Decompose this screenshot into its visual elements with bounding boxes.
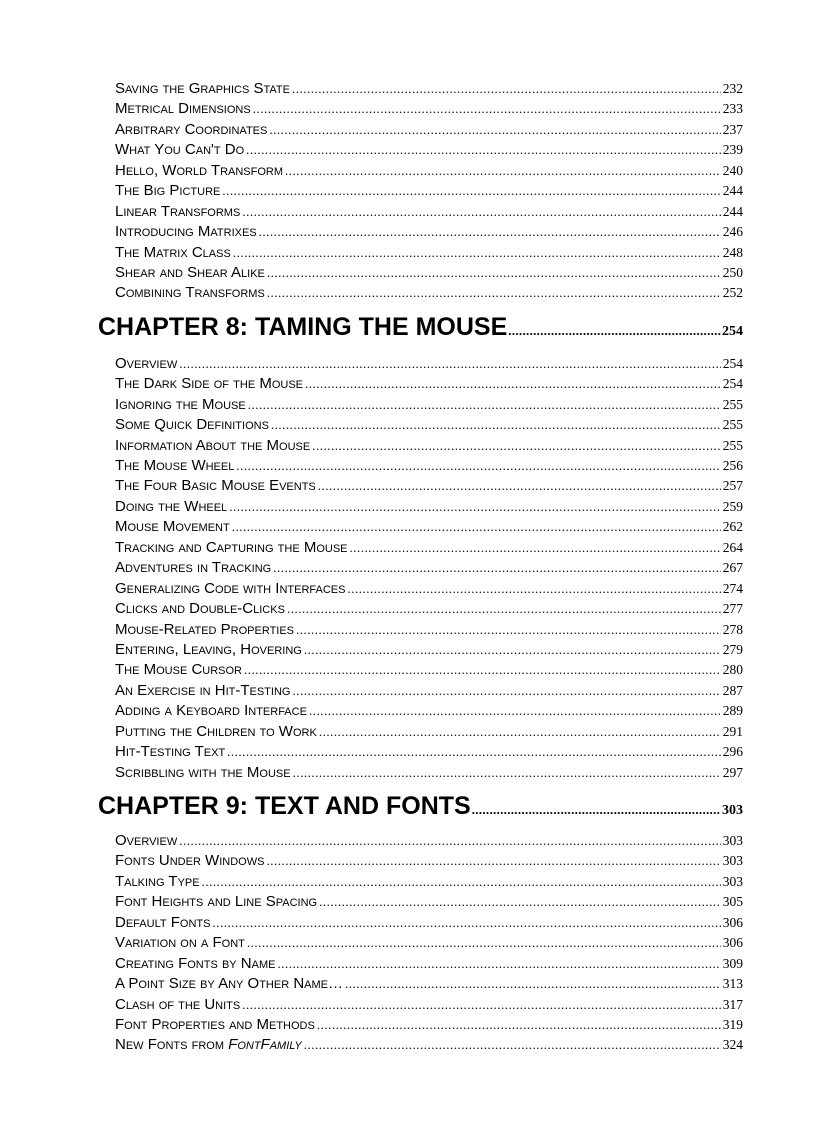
toc-entry-page-number: 257 (722, 478, 743, 494)
toc-entry-title: Clicks and Double-Clicks (115, 600, 285, 618)
toc-entry-page-number: 233 (722, 101, 743, 117)
toc-entry-title: Font Heights and Line Spacing (115, 893, 318, 911)
toc-entry-page-number: 313 (722, 976, 743, 992)
dot-leader (233, 243, 721, 263)
toc-entry[interactable] (115, 476, 743, 496)
toc-entry[interactable] (115, 354, 743, 374)
toc-entry-page-number: 324 (722, 1037, 743, 1053)
dot-leader (345, 974, 721, 994)
toc-entry-page-number: 254 (722, 376, 743, 392)
toc-entry[interactable] (115, 1035, 743, 1055)
dot-leader (269, 120, 720, 140)
dot-leader (242, 202, 720, 222)
dot-leader (304, 640, 721, 660)
dot-leader (305, 374, 721, 394)
toc-entry-page-number: 289 (722, 703, 743, 719)
toc-entry-title: Overview (115, 832, 178, 849)
toc-entry-page-number: 279 (722, 641, 743, 657)
dot-leader (236, 456, 720, 476)
toc-entry-title: The Matrix Class (115, 243, 231, 261)
toc-entry[interactable] (115, 456, 743, 476)
toc-entry[interactable] (115, 140, 743, 160)
toc-entry-title: Generalizing Code with Interfaces (115, 579, 346, 597)
toc-entry[interactable] (115, 954, 743, 974)
dot-leader (266, 851, 720, 871)
toc-entry[interactable] (115, 660, 743, 680)
toc-entry-title: Adventures in Tracking (115, 559, 272, 577)
chapter-title: CHAPTER 9: TEXT AND FONTS (98, 792, 471, 820)
toc-entry[interactable] (115, 120, 743, 140)
toc-entry-page-number: 259 (722, 498, 743, 514)
toc-entry-title: What You Can't Do (115, 141, 245, 159)
toc-entry-title: Talking Type (115, 872, 200, 890)
toc-chapter-heading[interactable] (98, 783, 743, 831)
toc-entry[interactable] (115, 161, 743, 181)
toc-entry-page-number: 255 (722, 396, 743, 412)
dot-leader (347, 579, 720, 599)
toc-entry[interactable] (115, 620, 743, 640)
toc-entry-title: Some Quick Definitions (115, 416, 269, 434)
toc-entry-title: A Point Size by Any Other Name… (115, 975, 343, 993)
toc-entry-page-number: 244 (722, 183, 743, 199)
toc-entry-title: Tracking and Capturing the Mouse (115, 538, 348, 556)
toc-entry-page-number: 252 (722, 285, 743, 301)
toc-entry-page-number: 256 (722, 458, 743, 473)
dot-leader (273, 558, 721, 578)
toc-entry-page-number: 264 (722, 539, 743, 555)
toc-entry-page-number: 317 (722, 996, 743, 1012)
dot-leader (319, 722, 721, 742)
toc-entry[interactable] (115, 763, 743, 783)
dot-leader (277, 954, 720, 974)
toc-entry-title: Font Properties and Methods (115, 1015, 315, 1033)
chapter-page-number: 303 (722, 803, 743, 818)
toc-entry-title: The Dark Side of the Mouse (115, 375, 304, 393)
toc-entry[interactable] (115, 872, 743, 892)
dot-leader (304, 1035, 721, 1055)
toc-entry-page-number: 296 (722, 744, 743, 760)
toc-section-chapter-8 (0, 354, 816, 783)
toc-entry-page-number: 305 (722, 894, 743, 910)
toc-entry-title: Doing the Wheel (115, 497, 228, 515)
toc-entry[interactable] (115, 538, 743, 558)
toc-entry[interactable] (115, 640, 743, 660)
table-of-contents (0, 79, 816, 1056)
toc-entry[interactable] (115, 263, 743, 283)
toc-entry-title: Combining Transforms (115, 284, 265, 302)
chapter-page-number: 254 (722, 323, 743, 339)
toc-entry-page-number: 287 (722, 682, 743, 698)
toc-entry-title: An Exercise in Hit-Testing (115, 681, 291, 699)
toc-entry[interactable] (115, 913, 743, 933)
toc-entry-title: Creating Fonts by Name (115, 954, 276, 972)
toc-entry-page-number: 278 (722, 621, 743, 637)
dot-leader (212, 913, 720, 933)
dot-leader (472, 793, 721, 827)
toc-entry[interactable] (115, 851, 743, 871)
toc-entry-title: Fonts Under Windows (115, 852, 265, 870)
toc-entry-page-number: 262 (722, 519, 743, 535)
toc-entry-page-number: 267 (722, 560, 743, 576)
toc-entry[interactable] (115, 222, 743, 242)
toc-entry-title: Hello, World Transform (115, 161, 284, 179)
toc-entry-title: Arbitrary Coordinates (115, 120, 268, 138)
toc-entry[interactable] (115, 415, 743, 435)
toc-entry[interactable] (115, 497, 743, 517)
toc-section-chapter-9 (0, 831, 816, 1056)
dot-leader (179, 831, 721, 851)
toc-entry[interactable] (115, 558, 743, 578)
dot-leader (285, 161, 721, 181)
dot-leader (242, 995, 721, 1015)
toc-entry-title: New Fonts from FontFamily (115, 1036, 302, 1054)
toc-entry[interactable] (115, 436, 743, 456)
toc-entry[interactable] (115, 517, 743, 537)
toc-entry-page-number: 254 (722, 355, 743, 371)
dot-leader (287, 599, 721, 619)
toc-entry-page-number: 291 (722, 723, 743, 739)
toc-entry[interactable] (115, 79, 743, 99)
toc-entry[interactable] (115, 974, 743, 994)
toc-entry[interactable] (115, 681, 743, 701)
toc-entry-title: The Mouse Cursor (115, 661, 243, 679)
toc-entry-title: Hit-Testing Text (115, 743, 226, 761)
toc-entry-title: Information About the Mouse (115, 436, 311, 454)
toc-entry-page-number: 248 (722, 244, 743, 260)
toc-entry-title: Introducing Matrixes (115, 223, 257, 241)
toc-entry[interactable] (115, 202, 743, 222)
toc-entry-title: Putting the Children to Work (115, 722, 317, 740)
dot-leader (248, 395, 721, 415)
toc-entry-page-number: 274 (722, 580, 743, 596)
toc-entry-page-number: 232 (722, 81, 743, 96)
toc-entry-page-number: 280 (722, 662, 743, 678)
toc-entry-title: Scribbling with the Mouse (115, 763, 291, 781)
dot-leader (271, 415, 721, 435)
toc-entry-page-number: 309 (722, 955, 743, 971)
toc-entry-title: The Four Basic Mouse Events (115, 477, 316, 495)
toc-entry[interactable] (115, 701, 743, 721)
toc-entry-title: Mouse Movement (115, 518, 230, 536)
toc-entry-page-number: 277 (722, 601, 743, 617)
dot-leader (259, 222, 721, 242)
toc-entry[interactable] (115, 892, 743, 912)
toc-entry-title: The Big Picture (115, 182, 221, 200)
toc-entry[interactable] (115, 742, 743, 762)
toc-entry[interactable] (115, 395, 743, 415)
toc-entry[interactable] (115, 579, 743, 599)
dot-leader (312, 436, 721, 456)
toc-entry-title: Linear Transforms (115, 202, 241, 220)
toc-entry-title: Metrical Dimensions (115, 100, 251, 118)
toc-entry-page-number: 319 (722, 1016, 743, 1032)
dot-leader (296, 620, 721, 640)
dot-leader (227, 742, 721, 762)
toc-entry[interactable] (115, 1015, 743, 1035)
toc-entry-title: Mouse-Related Properties (115, 620, 295, 638)
dot-leader (229, 497, 721, 517)
toc-entry-page-number: 255 (722, 437, 743, 453)
toc-entry-title: Default Fonts (115, 913, 211, 931)
dot-leader (247, 933, 721, 953)
toc-entry-page-number: 255 (722, 417, 743, 433)
toc-entry[interactable] (115, 599, 743, 619)
dot-leader (267, 263, 721, 283)
dot-leader (293, 763, 721, 783)
dot-leader (317, 1015, 721, 1035)
dot-leader (222, 181, 720, 201)
toc-entry[interactable] (115, 99, 743, 119)
toc-entry-title: Overview (115, 354, 178, 372)
toc-entry[interactable] (115, 831, 743, 851)
dot-leader (232, 517, 721, 537)
toc-entry-page-number: 250 (722, 264, 743, 280)
toc-entry-page-number: 297 (722, 764, 743, 780)
dot-leader (319, 892, 721, 912)
toc-entry-page-number: 306 (722, 935, 743, 951)
dot-leader (246, 140, 721, 160)
toc-section-chapter-7-continued (0, 79, 816, 304)
toc-entry-page-number: 244 (722, 203, 743, 219)
toc-entry-page-number: 303 (722, 833, 743, 848)
dot-leader (292, 681, 720, 701)
toc-entry-page-number: 306 (722, 914, 743, 930)
dot-leader (508, 314, 721, 348)
toc-entry-title: Adding a Keyboard Interface (115, 702, 307, 720)
dot-leader (253, 99, 721, 119)
toc-entry-page-number: 303 (722, 873, 743, 889)
dot-leader (309, 701, 721, 721)
dot-leader (244, 660, 721, 680)
toc-entry-title: Variation on a Font (115, 934, 245, 952)
toc-entry-page-number: 240 (722, 162, 743, 178)
toc-entry[interactable] (115, 243, 743, 263)
toc-entry[interactable] (115, 933, 743, 953)
toc-entry-page-number: 246 (722, 224, 743, 240)
toc-entry-page-number: 237 (722, 121, 743, 137)
chapter-title: CHAPTER 8: TAMING THE MOUSE (98, 312, 508, 341)
toc-entry-title-italic: FontFamily (228, 1036, 302, 1054)
toc-entry[interactable] (115, 722, 743, 742)
toc-entry[interactable] (115, 374, 743, 394)
toc-entry-title: Ignoring the Mouse (115, 395, 246, 413)
toc-entry-title: Clash of the Units (115, 995, 241, 1013)
toc-entry[interactable] (115, 181, 743, 201)
toc-entry-title: Entering, Leaving, Hovering (115, 640, 302, 658)
dot-leader (179, 354, 721, 374)
toc-entry[interactable] (115, 995, 743, 1015)
toc-entry-title: Saving the Graphics State (115, 80, 290, 97)
dot-leader (202, 872, 721, 892)
dot-leader (350, 538, 721, 558)
dot-leader (267, 283, 721, 303)
toc-chapter-heading[interactable] (98, 304, 743, 354)
dot-leader (318, 476, 721, 496)
toc-entry-title: Shear and Shear Alike (115, 263, 265, 281)
toc-entry-page-number: 239 (722, 142, 743, 158)
toc-entry-title: The Mouse Wheel (115, 457, 235, 474)
toc-entry[interactable] (115, 283, 743, 303)
toc-entry-page-number: 303 (722, 853, 743, 869)
dot-leader (292, 79, 721, 99)
